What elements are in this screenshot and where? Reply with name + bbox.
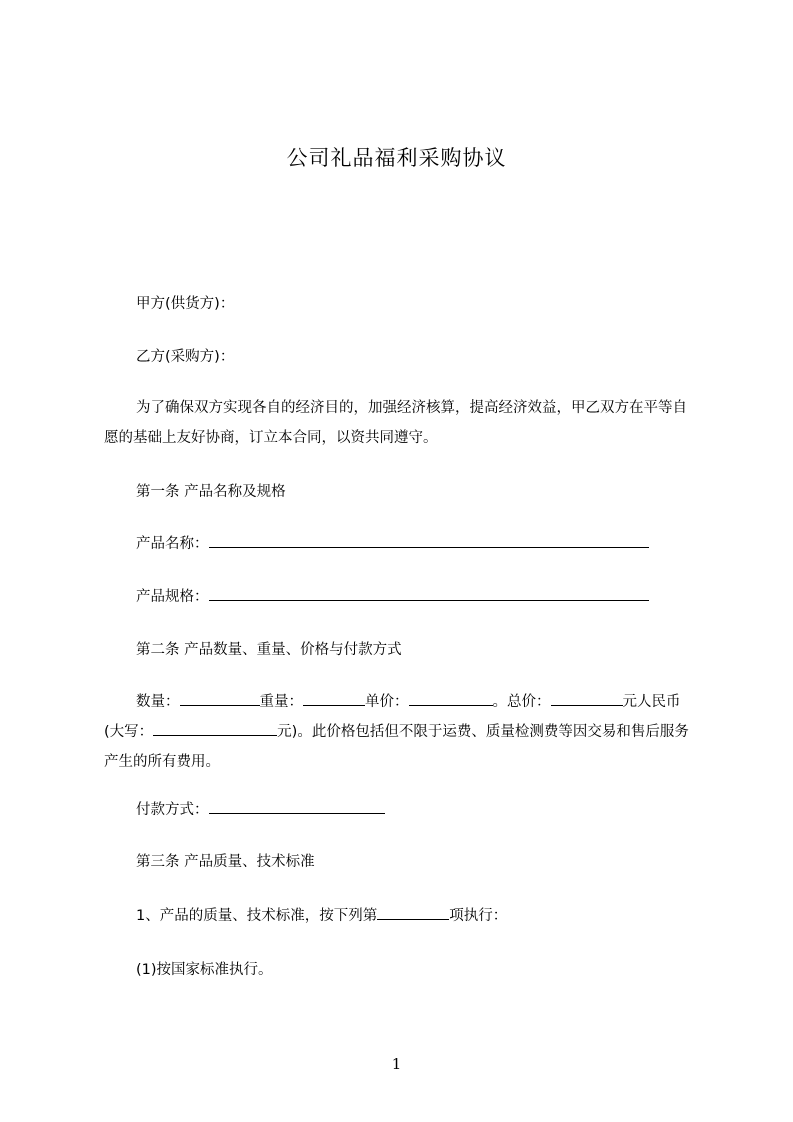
weight-label: 重量： (259, 694, 303, 710)
price-paragraph (104, 687, 700, 777)
national-standard-item: (1)按国家标准执行。 (136, 962, 273, 978)
price-close-text: 元)。此价格包括但不限于运费、质量检测费等因交易和售后服务产生的所有费用。 (104, 724, 689, 770)
product-spec-label: 产品规格： (136, 589, 209, 605)
document-title: 公司礼品福利采购协议 (286, 146, 507, 170)
preamble-paragraph (104, 393, 700, 453)
product-name-label: 产品名称： (136, 536, 209, 552)
total-price-blank[interactable] (551, 691, 623, 706)
product-name-blank[interactable] (209, 533, 649, 548)
preamble-text: 为了确保双方实现各自的经济目的，加强经济核算，提高经济效益，甲乙双方在平等自愿的基础上友好协商，订立本合同，以资共同遵守。 (104, 400, 687, 446)
rmb-uppercase-blank[interactable] (153, 721, 277, 736)
article3-heading: 第三条 产品质量、技术标准 (136, 854, 315, 870)
article1-heading: 第一条 产品名称及规格 (136, 484, 286, 500)
unit-price-blank[interactable] (409, 691, 493, 706)
total-price-label: 。总价： (492, 694, 551, 710)
weight-blank[interactable] (303, 691, 365, 706)
standard-item-suffix: 项执行： (449, 908, 508, 924)
product-spec-blank[interactable] (209, 586, 649, 601)
product-name-row (136, 532, 649, 553)
unit-price-label: 单价： (365, 694, 409, 710)
payment-row (136, 798, 385, 819)
party-b-label: 乙方(采购方)： (136, 349, 235, 365)
payment-blank[interactable] (209, 799, 385, 814)
article2-heading: 第二条 产品数量、重量、价格与付款方式 (136, 642, 402, 658)
standard-item-row (136, 904, 507, 925)
page-number: 1 (391, 1055, 402, 1073)
rmb-label: 元人民币(大写： (104, 694, 681, 740)
party-a-label: 甲方(供货方)： (136, 296, 235, 312)
quantity-blank[interactable] (180, 691, 260, 706)
product-spec-row (136, 585, 649, 606)
standard-item-prefix: 1、产品的质量、技术标准，按下列第 (136, 908, 378, 924)
quantity-label: 数量： (136, 694, 180, 710)
payment-label: 付款方式： (136, 802, 209, 818)
standard-item-blank[interactable] (377, 905, 449, 920)
